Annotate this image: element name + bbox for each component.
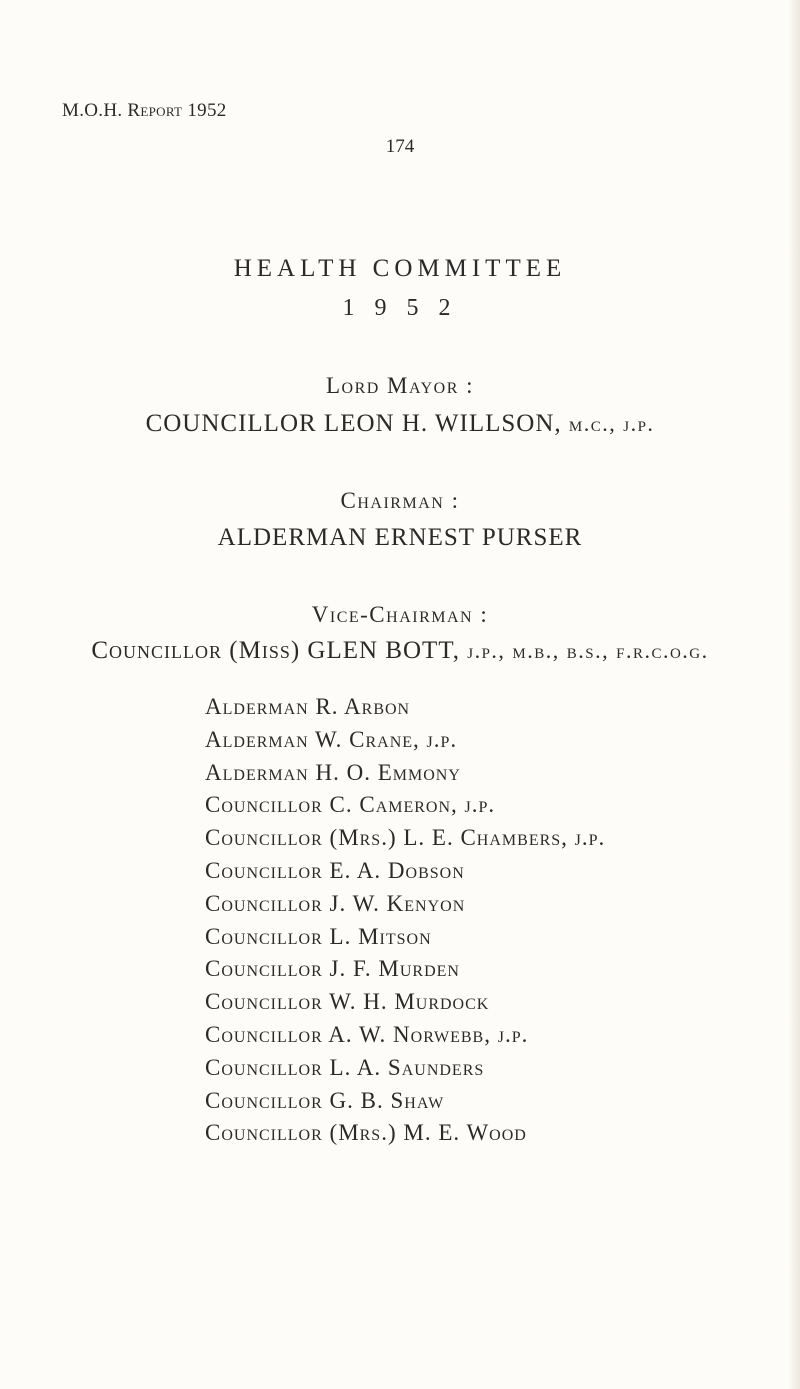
list-item: Alderman H. O. Emmony — [205, 759, 461, 785]
page-edge-shadow — [788, 0, 800, 1389]
list-item: Alderman R. Arbon — [205, 694, 411, 719]
vice-chairman-label: Vice-Chairman : — [311, 602, 489, 627]
lord-mayor-name-text: COUNCILLOR LEON H. WILLSON, — [145, 410, 562, 437]
committee-year: 1 9 5 2 — [342, 295, 458, 321]
list-item: Councillor (Mrs.) M. E. Wood — [205, 1120, 527, 1146]
list-item: Councillor G. B. Shaw — [205, 1087, 445, 1113]
list-item: Alderman W. Crane, j.p. — [205, 726, 458, 752]
chairman-label: Chairman : — [340, 488, 460, 513]
vice-chairman-name-text: GLEN BOTT, — [307, 637, 460, 664]
member-list — [205, 691, 605, 1150]
vice-chairman-honours: j.p., m.b., b.s., f.r.c.o.g. — [467, 638, 709, 663]
list-item: Councillor J. W. Kenyon — [205, 890, 466, 916]
lord-mayor-honours: m.c., j.p. — [568, 411, 655, 436]
lord-mayor-label: Lord Mayor : — [325, 373, 475, 398]
page-number: 174 — [385, 136, 415, 157]
list-item: Councillor W. H. Murdock — [205, 989, 490, 1015]
list-item: Councillor C. Cameron, j.p. — [205, 792, 496, 818]
vice-chairman-title: Councillor (Miss) — [91, 637, 301, 664]
list-item: Councillor L. A. Saunders — [205, 1054, 485, 1080]
list-item: Councillor A. W. Norwebb, j.p. — [205, 1021, 529, 1047]
lord-mayor-name — [0, 410, 800, 438]
committee-title: HEALTH COMMITTEE — [233, 255, 567, 282]
list-item: Councillor E. A. Dobson — [205, 857, 465, 883]
list-item: Councillor J. F. Murden — [205, 956, 460, 982]
chairman-name: ALDERMAN ERNEST PURSER — [217, 524, 583, 551]
report-header: M.O.H. Report 1952 — [62, 100, 227, 121]
list-item: Councillor (Mrs.) L. E. Chambers, j.p. — [205, 825, 606, 851]
vice-chairman-name — [0, 637, 800, 665]
list-item: Councillor L. Mitson — [205, 923, 432, 949]
